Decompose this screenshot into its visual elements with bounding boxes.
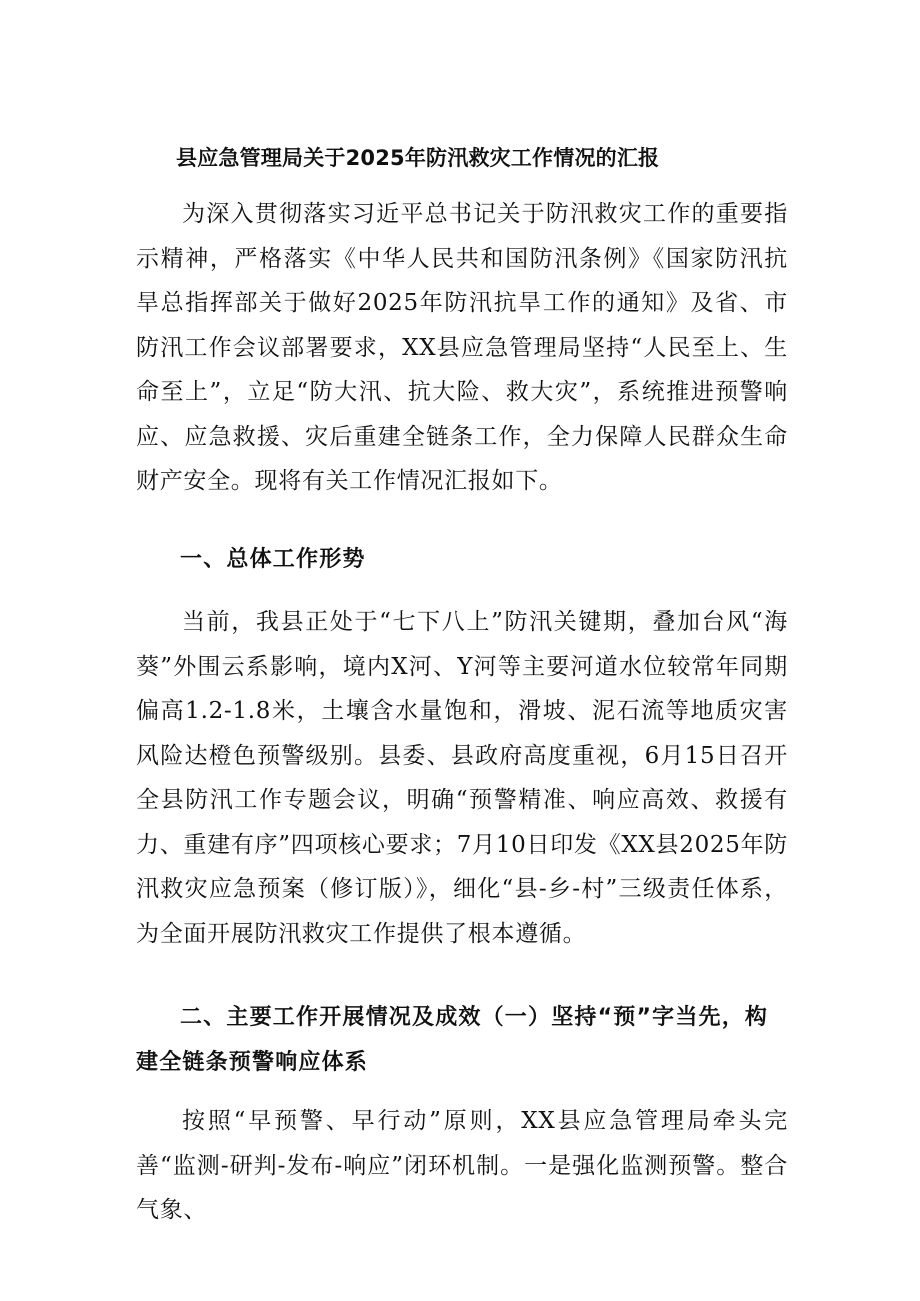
section-heading-overall-situation: 一、总体工作形势 (180, 547, 366, 572)
document-title: 县应急管理局关于2025年防汛救灾工作情况的汇报 (176, 146, 660, 170)
section-paragraph-main-work: 按照“早预警、早行动”原则，XX县应急管理局牵头完善“监测-研判-发布-响应”闭环机制。一是强化监测预警。整合气象、 (136, 1108, 788, 1223)
section-heading-main-work: 二、主要工作开展情况及成效（一）坚持“预”字当先，构建全链条预警响应体系 (136, 1005, 769, 1075)
section-paragraph-overall-situation: 当前，我县正处于“七下八上”防汛关键期，叠加台风“海葵”外围云系影响，境内X河、Y河等主要河道水位较常年同期偏高1.2-1.8米，土壤含水量饱和，滑坡、泥石流等地质灾害风险达橙色预警级别。县委、县政府高度重视，6月15日召开全县防汛工作专题会议，明确“预警精准、响应高效、救援有力、重建有序”四项核心要求；7月10日印发《XX县2025年防汛救灾应急预案（修订版）》，细化“县-乡-村”三级责任体系，为全面开展防汛救灾工作提供了根本遵循。 (136, 609, 788, 947)
intro-paragraph: 为深入贯彻落实习近平总书记关于防汛救灾工作的重要指示精神，严格落实《中华人民共和国防汛条例》《国家防汛抗旱总指挥部关于做好2025年防汛抗旱工作的通知》及省、市防汛工作会议部署要求，XX县应急管理局坚持“人民至上、生命至上”，立足“防大汛、抗大险、救大灾”，系统推进预警响应、应急救援、灾后重建全链条工作，全力保障人民群众生命财产安全。现将有关工作情况汇报如下。 (136, 201, 788, 494)
